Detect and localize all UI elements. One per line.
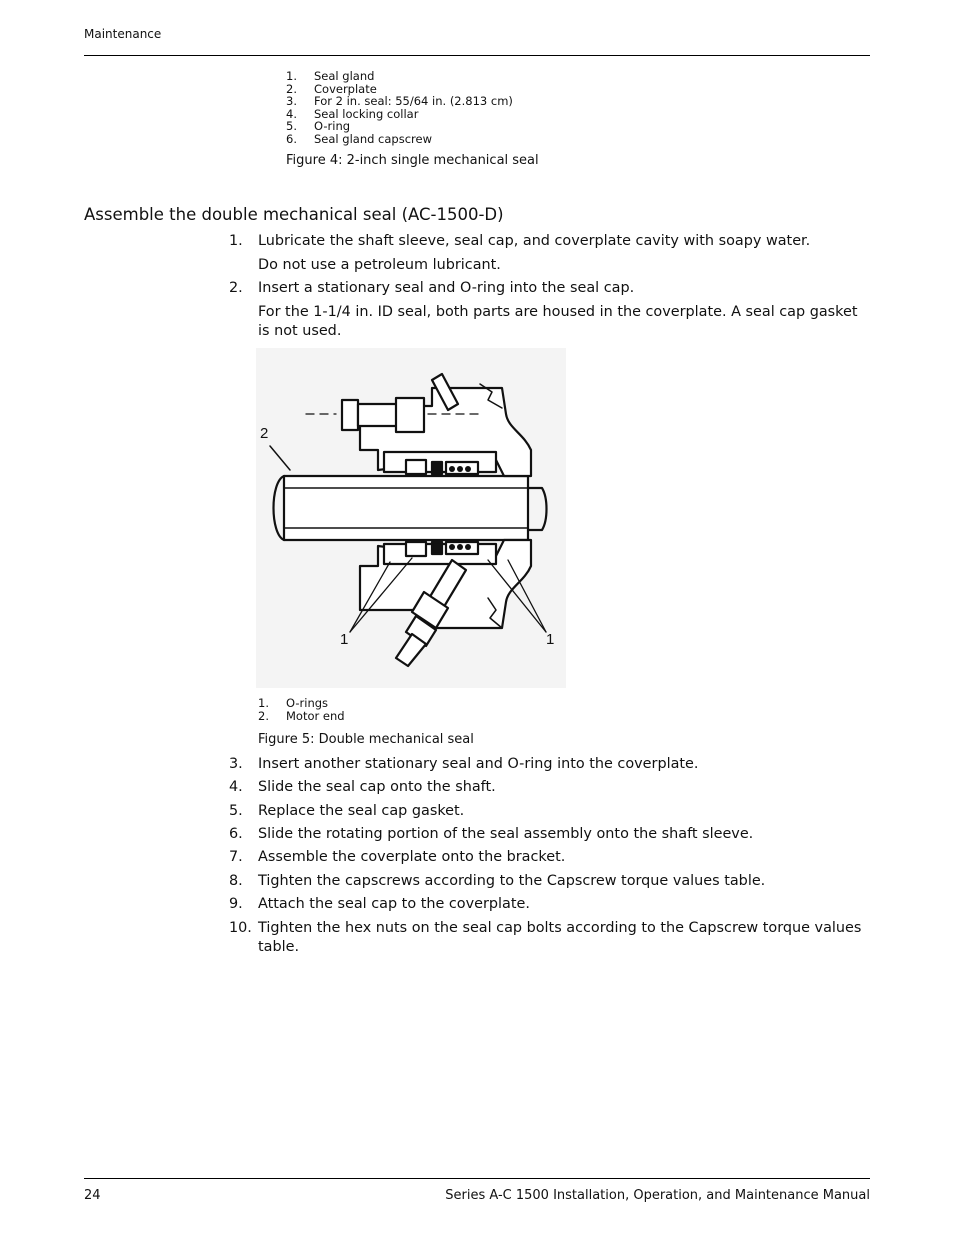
- manual-title: Series A-C 1500 Installation, Operation, and Maintenance Manual: [445, 1188, 870, 1203]
- figure4-caption: Figure 4: 2-inch single mechanical seal: [286, 153, 539, 168]
- step-item: [229, 279, 869, 298]
- running-header: Maintenance: [84, 27, 162, 41]
- legend-num: 2.: [258, 708, 269, 723]
- header-rule: [84, 55, 870, 56]
- step-text: Insert a stationary seal and O-ring into the seal cap.: [258, 280, 635, 296]
- step-number: 5.: [229, 803, 243, 819]
- step-number: 1.: [229, 233, 243, 249]
- step-text: Slide the rotating portion of the seal assembly onto the shaft sleeve.: [258, 826, 754, 842]
- step-number: 2.: [229, 280, 243, 296]
- legend-item: [286, 133, 513, 146]
- footer-rule: [84, 1178, 870, 1179]
- step-note: Do not use a petroleum lubricant.: [258, 257, 501, 273]
- step-item: [229, 778, 869, 797]
- step-item: [229, 802, 869, 821]
- step-text: Tighten the hex nuts on the seal cap bolts according to the Capscrew torque values table.: [258, 920, 862, 955]
- legend-item: [286, 70, 513, 83]
- figure5-caption: Figure 5: Double mechanical seal: [258, 732, 474, 747]
- section-heading: Assemble the double mechanical seal (AC-1500-D): [84, 205, 504, 224]
- figure5-legend: [258, 697, 345, 722]
- step-text: Insert another stationary seal and O-ring into the coverplate.: [258, 756, 699, 772]
- step-number: 4.: [229, 779, 243, 795]
- legend-text: For 2 in. seal: 55/64 in. (2.813 cm): [314, 94, 513, 109]
- step-item: [229, 848, 869, 867]
- step-note: For the 1-1/4 in. ID seal, both parts are housed in the coverplate. A seal cap gasket is not used.: [258, 304, 858, 339]
- step-number: 10.: [229, 920, 252, 936]
- step-item: [229, 755, 869, 774]
- step-text: Replace the seal cap gasket.: [258, 803, 465, 819]
- legend-text: Seal locking collar: [314, 106, 419, 121]
- legend-text: O-rings: [286, 696, 329, 710]
- step-item: [229, 919, 869, 956]
- step-text: Slide the seal cap onto the shaft.: [258, 779, 496, 795]
- step-text: Lubricate the shaft sleeve, seal cap, and coverplate cavity with soapy water.: [258, 233, 811, 249]
- callout-motor-end: 2: [260, 425, 269, 442]
- step-item: [229, 232, 869, 251]
- legend-item: [258, 697, 345, 710]
- legend-num: 6.: [286, 131, 297, 146]
- legend-item: [286, 95, 513, 108]
- legend-text: Seal gland: [314, 69, 375, 83]
- legend-num: 1.: [258, 696, 269, 710]
- step-text: Assemble the coverplate onto the bracket.: [258, 849, 566, 865]
- callout-orings-right: 1: [546, 631, 555, 648]
- step-number: 8.: [229, 873, 243, 889]
- callout-orings-left: 1: [340, 631, 349, 648]
- legend-text: Coverplate: [314, 81, 377, 96]
- step-number: 7.: [229, 849, 243, 865]
- legend-text: Motor end: [286, 708, 345, 723]
- step-text: Tighten the capscrews according to the Capscrew torque values table.: [258, 873, 766, 889]
- legend-num: 1.: [286, 69, 297, 83]
- legend-num: 3.: [286, 94, 297, 109]
- step-number: 3.: [229, 756, 243, 772]
- legend-text: Seal gland capscrew: [314, 131, 432, 146]
- legend-item: [258, 710, 345, 723]
- step-number: 9.: [229, 896, 243, 912]
- legend-num: 5.: [286, 119, 297, 134]
- step-number: 6.: [229, 826, 243, 842]
- figure4-legend: [286, 70, 513, 146]
- step-item: [229, 825, 869, 844]
- page-number: 24: [84, 1188, 101, 1203]
- legend-num: 4.: [286, 106, 297, 121]
- legend-num: 2.: [286, 81, 297, 96]
- legend-text: O-ring: [314, 119, 351, 134]
- step-item: [229, 895, 869, 914]
- step-item: [229, 872, 869, 891]
- double-mechanical-seal-figure: [256, 348, 566, 688]
- step-text: Attach the seal cap to the coverplate.: [258, 896, 530, 912]
